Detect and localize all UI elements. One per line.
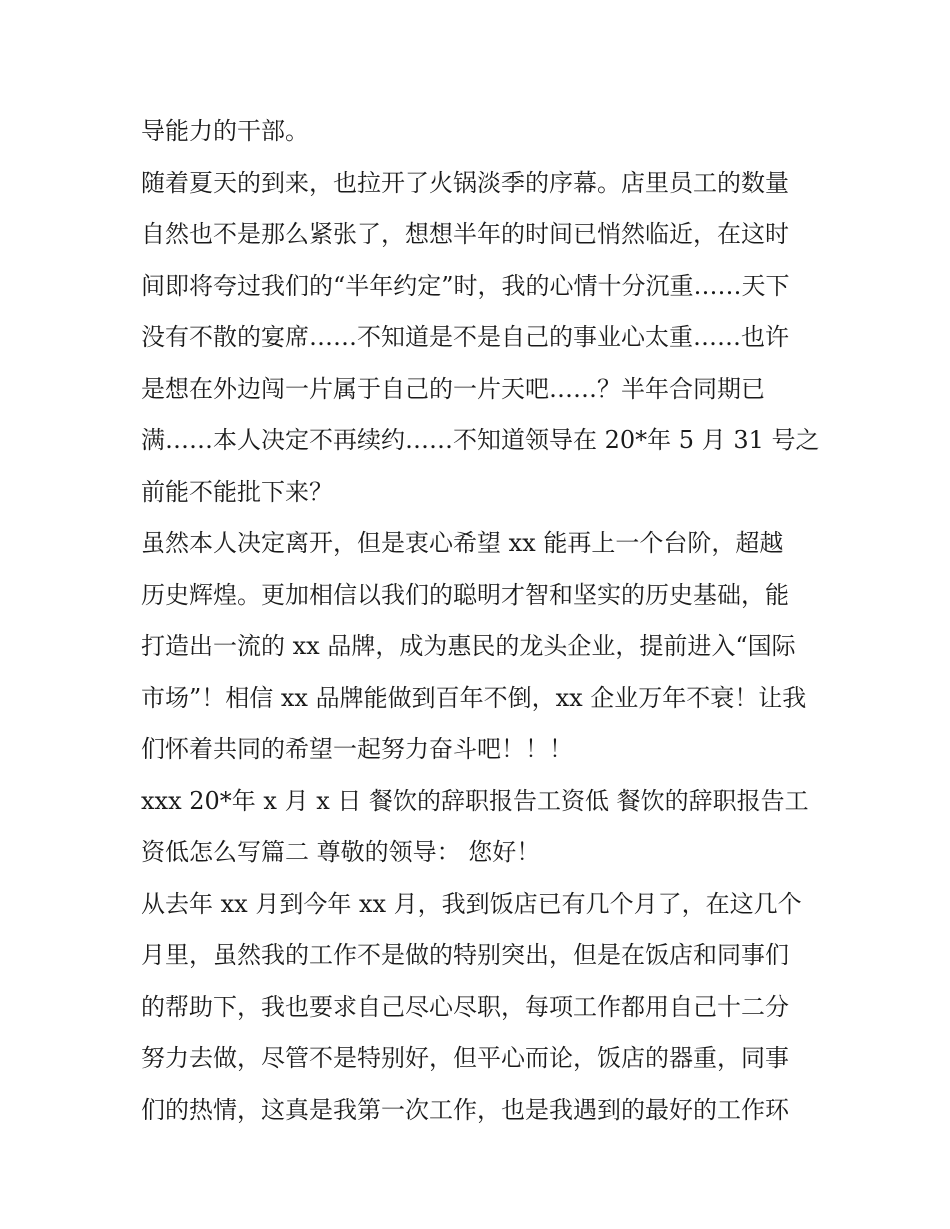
text-line: 虽然本人决定离开，但是衷心希望 xx 能再上一个台阶，超越 [141, 529, 784, 557]
text-line: 满……本人决定不再续约……不知道领导在 20*年 5 月 31 号之 [141, 426, 820, 454]
text-line: 资低怎么写篇二 尊敬的领导： 您好！ [141, 838, 541, 866]
document-body [141, 106, 820, 1136]
paragraph-4 [141, 776, 813, 879]
text-line: 市场”！相信 xx 品牌能做到百年不倒，xx 企业万年不衰！让我 [141, 683, 807, 712]
text-line: 导能力的干部。 [141, 117, 309, 145]
text-line: 的帮助下，我也要求自己尽心尽职，每项工作都用自己十二分 [141, 992, 789, 1021]
text-line: 前能不能批下来？ [141, 477, 333, 506]
text-line: 从去年 xx 月到今年 xx 月，我到饭店已有几个月了，在这几个 [141, 889, 802, 918]
text-line: 们怀着共同的希望一起努力奋斗吧！！！ [141, 735, 573, 763]
text-line: 们的热情，这真是我第一次工作，也是我遇到的最好的工作环 [141, 1095, 789, 1124]
text-line: 月里，虽然我的工作不是做的特别突出，但是在饭店和同事们 [141, 941, 789, 969]
text-line: 间即将夸过我们的“半年约定”时，我的心情十分沉重……天下 [141, 271, 790, 300]
paragraph-5 [141, 879, 813, 1137]
text-line: 是想在外边闯一片属于自己的一片天吧……？半年合同期已 [141, 374, 765, 403]
text-line: 没有不散的宴席……不知道是不是自己的事业心太重……也许 [141, 323, 789, 351]
paragraph-3 [141, 518, 813, 776]
text-line: 打造出一流的 xx 品牌，成为惠民的龙头企业，提前进入“国际 [141, 632, 796, 660]
paragraph-1 [141, 106, 813, 158]
text-line: 历史辉煌。更加相信以我们的聪明才智和坚实的历史基础，能 [141, 580, 789, 609]
text-line: 努力去做，尽管不是特别好，但平心而论，饭店的器重，同事 [141, 1044, 789, 1072]
paragraph-2 [141, 158, 820, 519]
text-line: xxx 20*年 x 月 x 日 餐饮的辞职报告工资低 餐饮的辞职报告工 [141, 786, 809, 815]
text-line: 自然也不是那么紧张了，想想半年的时间已悄然临近，在这时 [141, 220, 789, 248]
text-line: 随着夏天的到来，也拉开了火锅淡季的序幕。店里员工的数量 [141, 168, 789, 197]
